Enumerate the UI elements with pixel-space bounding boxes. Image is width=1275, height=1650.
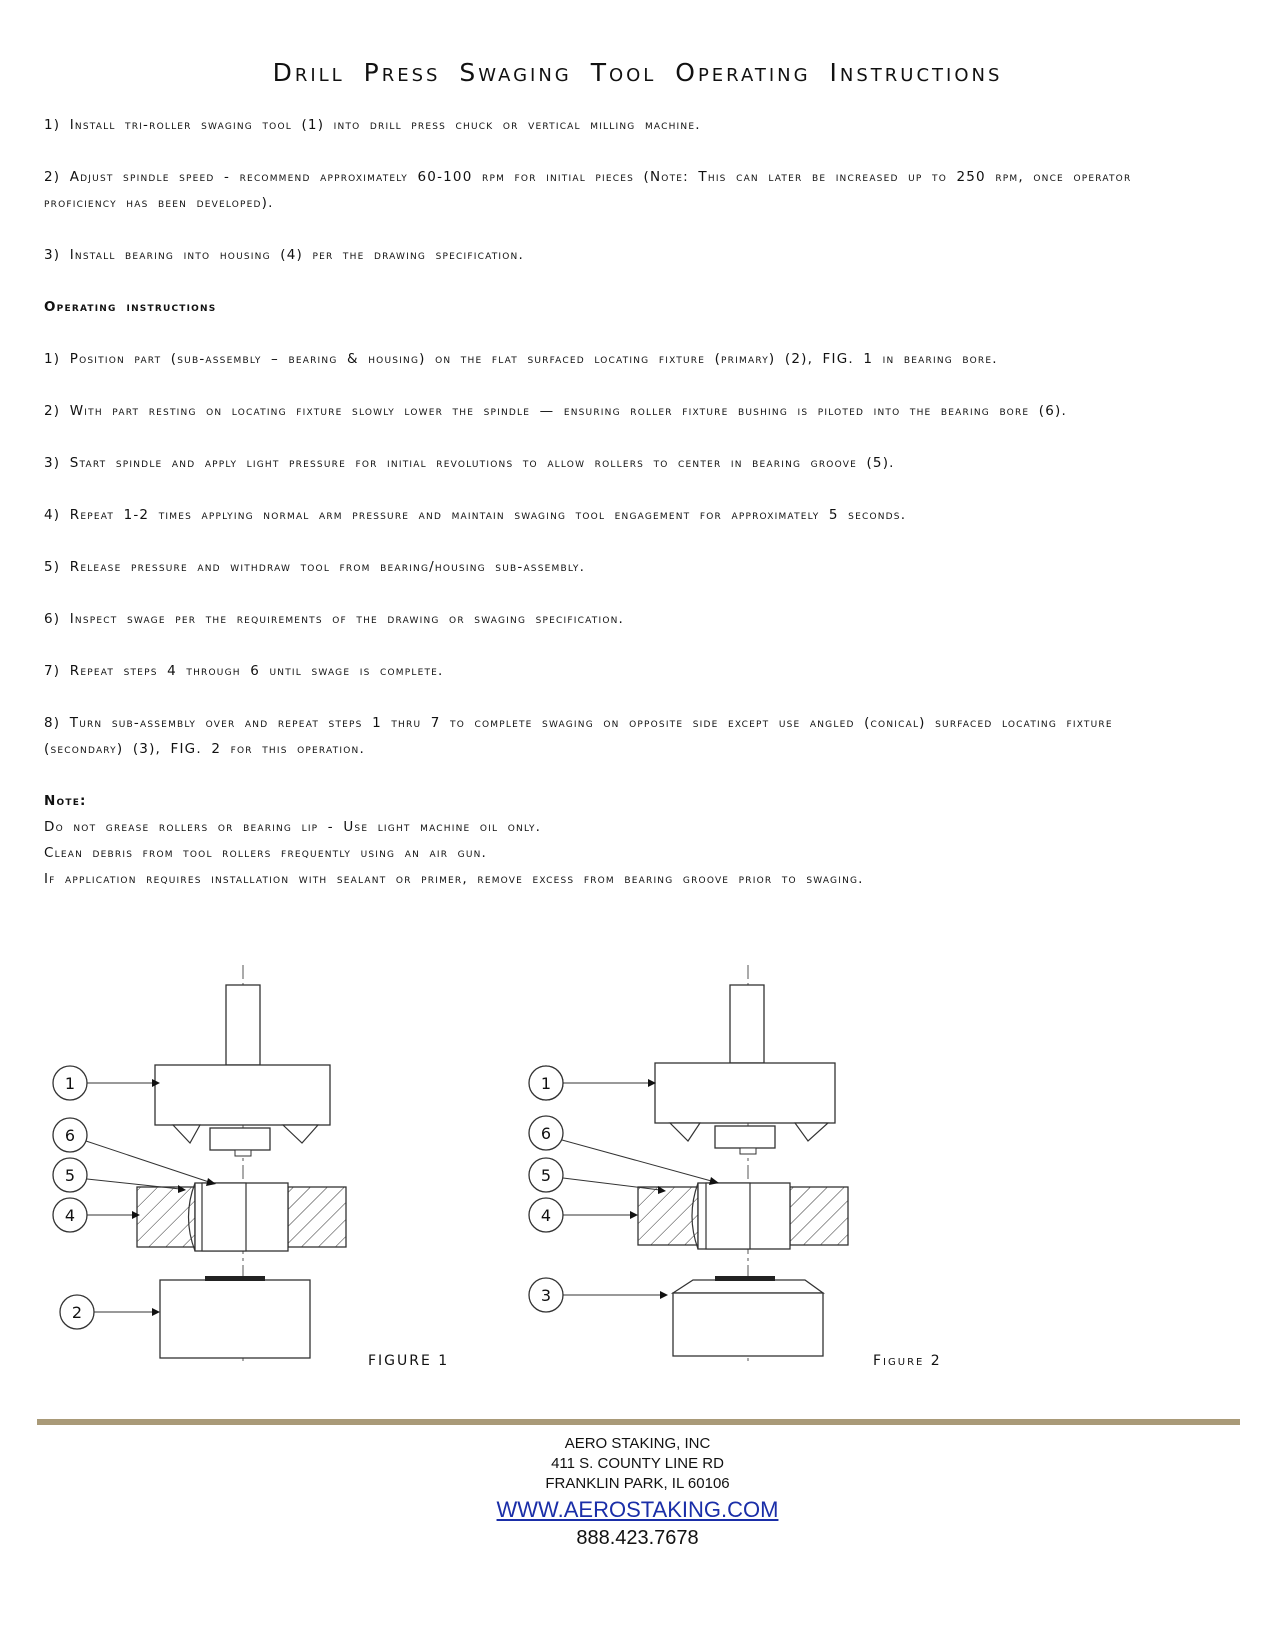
fig1-callout-2: 2 bbox=[71, 1303, 83, 1322]
operating-step-7: 7) Repeat steps 4 through 6 until swage is complete. bbox=[44, 663, 444, 679]
footer-address-line-1: 411 S. COUNTY LINE RD bbox=[551, 1455, 724, 1472]
footer-company: AERO STAKING, INC bbox=[564, 1435, 711, 1452]
setup-step-2: 2) Adjust spindle speed - recommend approximately 60-100 rpm for initial pieces (Note: This can later be increased up to 250 rpm, once operator proficiency has been developed). bbox=[44, 169, 1132, 211]
note-line-2: Clean debris from tool rollers frequently using an air gun. bbox=[44, 845, 488, 861]
fig1-callout-5: 5 bbox=[64, 1166, 76, 1185]
operating-step-8: 8) Turn sub-assembly over and repeat steps 1 thru 7 to complete swaging on opposite side except use angled (conical) surfaced locating fixture (secondary) (3), FIG. 2 for this operation. bbox=[44, 715, 1113, 757]
operating-step-2: 2) With part resting on locating fixture slowly lower the spindle — ensuring roller fixture bushing is piloted into the bearing bore (6). bbox=[44, 403, 1067, 419]
note-block bbox=[44, 788, 1194, 892]
figure-2-callout-3 bbox=[520, 1275, 680, 1315]
fig1-callout-6: 6 bbox=[64, 1126, 76, 1145]
fig1-callout-4: 4 bbox=[64, 1206, 76, 1225]
figure-1-drawing bbox=[40, 965, 420, 1365]
fig2-callout-5: 5 bbox=[540, 1166, 552, 1185]
setup-step-3: 3) Install bearing into housing (4) per the drawing specification. bbox=[44, 247, 524, 263]
operating-step-6: 6) Inspect swage per the requirements of the drawing or swaging specification. bbox=[44, 611, 625, 627]
fig2-callout-1: 1 bbox=[540, 1074, 552, 1093]
operating-step-5: 5) Release pressure and withdraw tool from bearing/housing sub-assembly. bbox=[44, 559, 586, 575]
footer-address-line-2: FRANKLIN PARK, IL 60106 bbox=[545, 1475, 730, 1492]
footer-website-link[interactable]: WWW.AEROSTAKING.COM bbox=[496, 1497, 779, 1522]
operating-step-3: 3) Start spindle and apply light pressure for initial revolutions to allow rollers to center in bearing groove (5). bbox=[44, 455, 895, 471]
note-heading: Note: bbox=[44, 793, 87, 809]
fig2-callout-6: 6 bbox=[540, 1124, 552, 1143]
figure-1-caption: FIGURE 1 bbox=[368, 1353, 450, 1369]
fig1-callout-1: 1 bbox=[64, 1074, 76, 1093]
operating-step-4: 4) Repeat 1-2 times applying normal arm pressure and maintain swaging tool engagement for approximately 5 seconds. bbox=[44, 507, 907, 523]
operating-step-1: 1) Position part (sub-assembly – bearing & housing) on the flat surfaced locating fixture (primary) (2), FIG. 1 in bearing bore. bbox=[44, 351, 998, 367]
instructions-body bbox=[44, 112, 1194, 892]
footer-phone: 888.423.7678 bbox=[576, 1527, 699, 1549]
footer-divider bbox=[37, 1419, 1240, 1425]
page-title: Drill Press Swaging Tool Operating Instructions bbox=[272, 58, 1003, 87]
footer bbox=[0, 1434, 1275, 1552]
figure-2-caption: Figure 2 bbox=[873, 1353, 942, 1369]
fig2-callout-3: 3 bbox=[540, 1286, 552, 1305]
fig2-callout-4: 4 bbox=[540, 1206, 552, 1225]
operating-heading: Operating instructions bbox=[44, 299, 217, 315]
note-line-3: If application requires installation with sealant or primer, remove excess from bearing groove prior to swaging. bbox=[44, 871, 864, 887]
setup-step-1: 1) Install tri-roller swaging tool (1) into drill press chuck or vertical milling machine. bbox=[44, 117, 701, 133]
note-line-1: Do not grease rollers or bearing lip - Use light machine oil only. bbox=[44, 819, 542, 835]
